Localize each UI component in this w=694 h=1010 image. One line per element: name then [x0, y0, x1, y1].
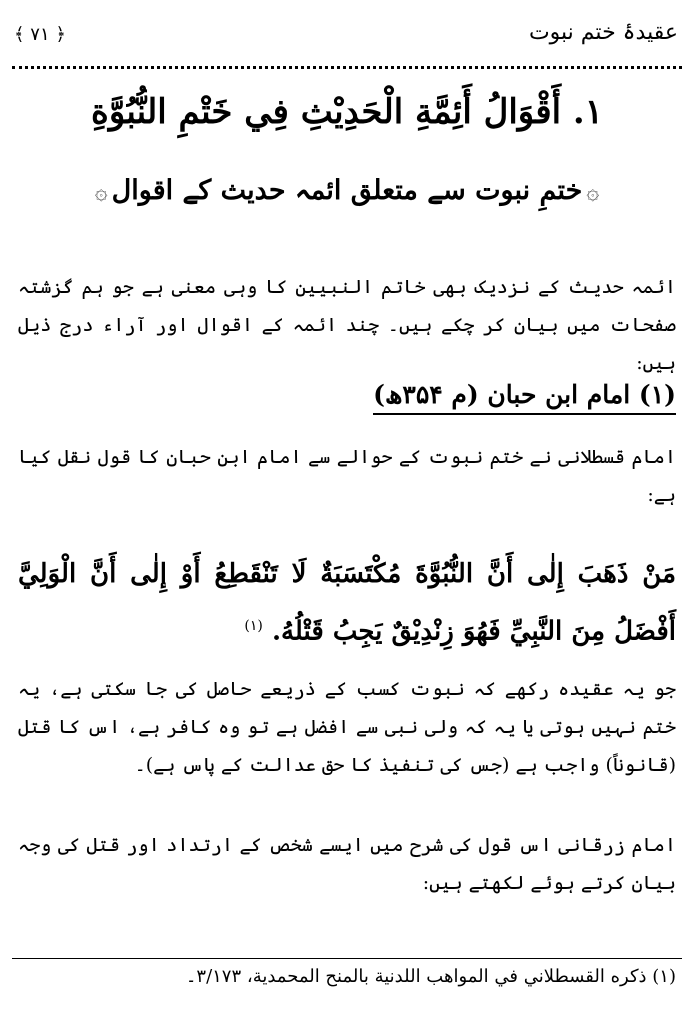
- running-title: عقیدۂ ختم نبوت: [528, 20, 678, 45]
- ornament-right-icon: ۞: [586, 180, 600, 205]
- arabic-quote-block: [18, 548, 676, 658]
- chapter-subtitle-block: [20, 175, 674, 206]
- chapter-subtitle: ختمِ نبوت سے متعلق ائمہ حدیث کے اقوال: [111, 175, 583, 206]
- chapter-title: ١. أَقْوَالُ أَئِمَّةِ الْحَدِيْثِ فِي خَتْمِ النُّبُوَّةِ: [91, 92, 603, 132]
- header-divider: [12, 66, 682, 69]
- section-intro: امام قسطلانی نے ختم نبوت کے حوالے سے امام ابن حبان کا قول نقل کیا ہے:: [18, 446, 676, 506]
- translation-paragraph: جو یہ عقیدہ رکھے کہ نبوت کسب کے ذریعے حاصل کی جا سکتی ہے، یہ ختم نہیں ہوتی یا یہ کہ ولی نبی سے افضل ہے تو وہ کافر ہے، اس کا قتل (قانوناً) واجب ہے (جس کی تنفیذ کا حق عدالت کے پاس ہے)۔: [18, 678, 676, 776]
- section-heading: (۱) امام ابن حبان (م ۳۵۴ھ): [373, 380, 676, 415]
- zarqani-paragraph: امام زرقانی اس قول کی شرح میں ایسے شخص کے ارتداد اور قتل کی وجہ بیان کرتے ہوئے لکھتے ہیں:: [18, 834, 676, 894]
- footnote: (١) ذكره القسطلاني في المواهب اللدنية بالمنح المحمدية، ٣/١٧٣۔: [185, 966, 676, 987]
- footnote-divider: [12, 958, 682, 959]
- intro-paragraph: ائمہ حدیث کے نزدیک بھی خاتم النبیین کا وہی معنی ہے جو ہم گزشتہ صفحات میں بیان کر چکے ہیں۔ چند ائمہ کے اقوال اور آراء درج ذیل ہیں:: [18, 276, 676, 374]
- page-header: [12, 14, 682, 64]
- arabic-quote: مَنْ ذَهَبَ إِلٰی أَنَّ النُّبُوَّةَ مُكْتَسَبَةٌ لَا تَنْقَطِعُ أَوْ إِلٰی أَنَّ الْوَلِيَّ أَفْضَلُ مِنَ النَّبِيِّ فَهُوَ زِنْدِيْقٌ يَجِبُ قَتْلُهُ.: [18, 559, 676, 647]
- footnote-marker: (١): [244, 618, 263, 634]
- page-number: ﴿ ۷۱ ﴾: [14, 24, 66, 45]
- ornament-left-icon: ۞: [94, 180, 108, 205]
